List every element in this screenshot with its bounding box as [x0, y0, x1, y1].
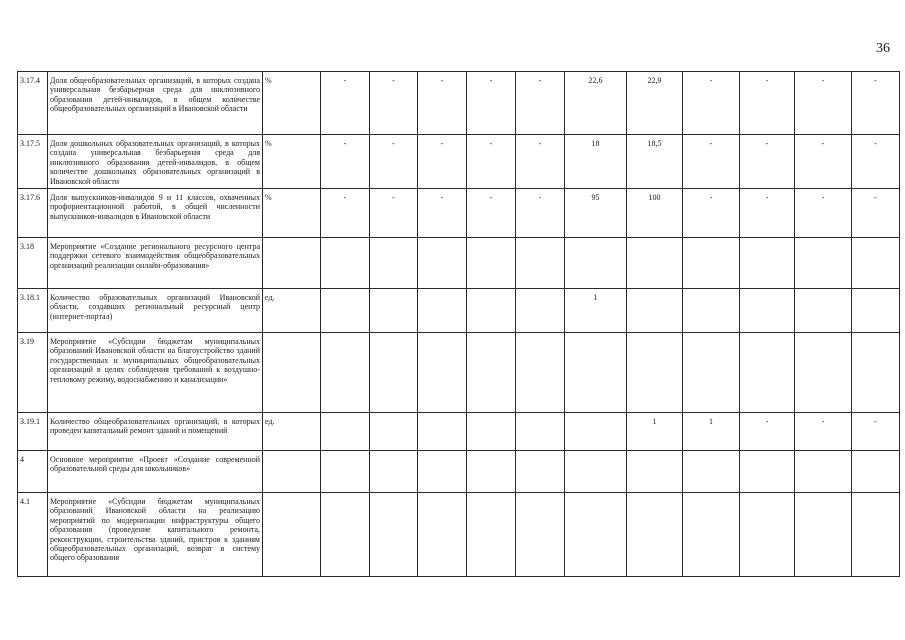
table-row [18, 451, 900, 493]
indicator-name: Мероприятие «Субсидии бюджетам муниципальных образований Ивановской области на реализацию мероприятий по модернизации инфраструктуры общего образования (проведение капитального ремонта, реконструкции, строительства зданий, пристроя к зданиям общеобразовательных организаций, возврат в систему общего образования [48, 493, 263, 577]
row-number: 3.17.4 [18, 72, 48, 135]
value-cell: - [740, 135, 795, 189]
page-number: 36 [876, 41, 890, 56]
value-cell [370, 238, 418, 289]
value-cell [516, 451, 565, 493]
value-cell [740, 238, 795, 289]
value-cell: 22,6 [565, 72, 627, 135]
value-cell: 1 [627, 413, 683, 451]
value-cell [418, 289, 467, 333]
value-cell [565, 238, 627, 289]
row-number: 3.18.1 [18, 289, 48, 333]
value-cell [467, 238, 516, 289]
table-row [18, 413, 900, 451]
indicator-name: Количество общеобразовательных организаций, в которых проведен капитальный ремонт зданий и помещений [48, 413, 263, 451]
indicator-name: Доля выпускников-инвалидов 9 и 11 классов, охваченных профориентационной работой, в общей численности выпускников-инвалидов в Ивановской области [48, 189, 263, 238]
value-cell [418, 413, 467, 451]
value-cell [852, 333, 900, 413]
value-cell: - [740, 72, 795, 135]
value-cell: - [852, 72, 900, 135]
value-cell [467, 451, 516, 493]
value-cell [795, 238, 852, 289]
value-cell: - [321, 135, 370, 189]
value-cell [683, 238, 740, 289]
table-row [18, 189, 900, 238]
value-cell: - [467, 135, 516, 189]
table-row [18, 72, 900, 135]
value-cell [627, 451, 683, 493]
value-cell [516, 333, 565, 413]
value-cell: - [418, 189, 467, 238]
row-number: 4 [18, 451, 48, 493]
indicator-name: Доля общеобразовательных организаций, в которых создана универсальная безбарьерная среда для инклюзивного образования детей-инвалидов, в общем количестве общеобразовательных организаций в Ивановской области [48, 72, 263, 135]
value-cell: - [852, 189, 900, 238]
value-cell [516, 413, 565, 451]
row-number: 3.19.1 [18, 413, 48, 451]
value-cell: - [795, 189, 852, 238]
value-cell: - [321, 189, 370, 238]
row-number: 3.18 [18, 238, 48, 289]
value-cell: 95 [565, 189, 627, 238]
indicators-table [17, 71, 900, 577]
value-cell [683, 333, 740, 413]
value-cell: 18,5 [627, 135, 683, 189]
value-cell [516, 493, 565, 577]
value-cell: - [683, 189, 740, 238]
table-row [18, 289, 900, 333]
value-cell [683, 451, 740, 493]
row-number: 4.1 [18, 493, 48, 577]
value-cell: - [418, 72, 467, 135]
value-cell: - [370, 189, 418, 238]
unit-cell [263, 451, 321, 493]
value-cell [565, 413, 627, 451]
value-cell [565, 493, 627, 577]
value-cell: - [418, 135, 467, 189]
value-cell: - [795, 135, 852, 189]
value-cell: - [321, 72, 370, 135]
value-cell: 100 [627, 189, 683, 238]
value-cell [370, 413, 418, 451]
value-cell [321, 238, 370, 289]
value-cell: - [795, 413, 852, 451]
value-cell [795, 451, 852, 493]
value-cell [321, 289, 370, 333]
value-cell: - [516, 189, 565, 238]
value-cell [370, 451, 418, 493]
value-cell: 18 [565, 135, 627, 189]
value-cell: - [683, 72, 740, 135]
value-cell [370, 289, 418, 333]
value-cell: - [370, 72, 418, 135]
value-cell [418, 333, 467, 413]
value-cell [740, 289, 795, 333]
unit-cell [263, 493, 321, 577]
row-number: 3.17.5 [18, 135, 48, 189]
unit-cell: % [263, 189, 321, 238]
row-number: 3.19 [18, 333, 48, 413]
indicator-name: Мероприятие «Создание регионального ресурсного центра поддержки сетевого взаимодействия общеобразовательных организаций реализации онлайн-образования» [48, 238, 263, 289]
value-cell [740, 493, 795, 577]
value-cell [795, 333, 852, 413]
value-cell: - [740, 413, 795, 451]
value-cell: - [516, 72, 565, 135]
row-number: 3.17.6 [18, 189, 48, 238]
value-cell [683, 289, 740, 333]
value-cell [370, 333, 418, 413]
value-cell: 22,9 [627, 72, 683, 135]
table-row [18, 135, 900, 189]
value-cell: - [370, 135, 418, 189]
value-cell [516, 238, 565, 289]
value-cell [321, 493, 370, 577]
unit-cell [263, 333, 321, 413]
table-row [18, 238, 900, 289]
value-cell [740, 451, 795, 493]
table-row [18, 333, 900, 413]
unit-cell: % [263, 72, 321, 135]
value-cell: - [516, 135, 565, 189]
indicator-name: Мероприятие «Субсидии бюджетам муниципальных образований Ивановской области на благоустройство зданий государственных и муниципальных общеобразовательных организаций в целях соблюдения требований к воздушно-тепловому режиму, водоснабжению и канализации» [48, 333, 263, 413]
value-cell: 1 [565, 289, 627, 333]
value-cell [467, 333, 516, 413]
value-cell [852, 289, 900, 333]
value-cell [852, 238, 900, 289]
value-cell [321, 451, 370, 493]
value-cell [627, 289, 683, 333]
table-row [18, 493, 900, 577]
indicator-name: Доля дошкольных образовательных организаций, в которых создана универсальная безбарьерная среда для инклюзивного образования детей-инвалидов, в общем количестве дошкольных образовательных организаций в Ивановской области [48, 135, 263, 189]
unit-cell: ед. [263, 289, 321, 333]
indicator-name: Основное мероприятие «Проект «Создание современной образовательной среды для школьников» [48, 451, 263, 493]
value-cell [565, 451, 627, 493]
value-cell: - [467, 72, 516, 135]
value-cell: - [740, 189, 795, 238]
unit-cell: ед. [263, 413, 321, 451]
value-cell [852, 493, 900, 577]
value-cell: - [467, 189, 516, 238]
value-cell [370, 493, 418, 577]
value-cell [627, 333, 683, 413]
value-cell [418, 238, 467, 289]
value-cell [321, 333, 370, 413]
value-cell [321, 413, 370, 451]
value-cell [627, 238, 683, 289]
value-cell [795, 289, 852, 333]
indicator-name: Количество образовательных организаций Ивановской области, создавших региональный ресурсный центр (интернет-портал) [48, 289, 263, 333]
value-cell [627, 493, 683, 577]
value-cell [418, 451, 467, 493]
value-cell: - [683, 135, 740, 189]
value-cell [740, 333, 795, 413]
unit-cell: % [263, 135, 321, 189]
value-cell [795, 493, 852, 577]
value-cell: 1 [683, 413, 740, 451]
unit-cell [263, 238, 321, 289]
value-cell: - [795, 72, 852, 135]
value-cell: - [852, 413, 900, 451]
value-cell [683, 493, 740, 577]
value-cell: - [852, 135, 900, 189]
value-cell [852, 451, 900, 493]
value-cell [467, 289, 516, 333]
value-cell [467, 493, 516, 577]
value-cell [418, 493, 467, 577]
value-cell [565, 333, 627, 413]
value-cell [467, 413, 516, 451]
value-cell [516, 289, 565, 333]
